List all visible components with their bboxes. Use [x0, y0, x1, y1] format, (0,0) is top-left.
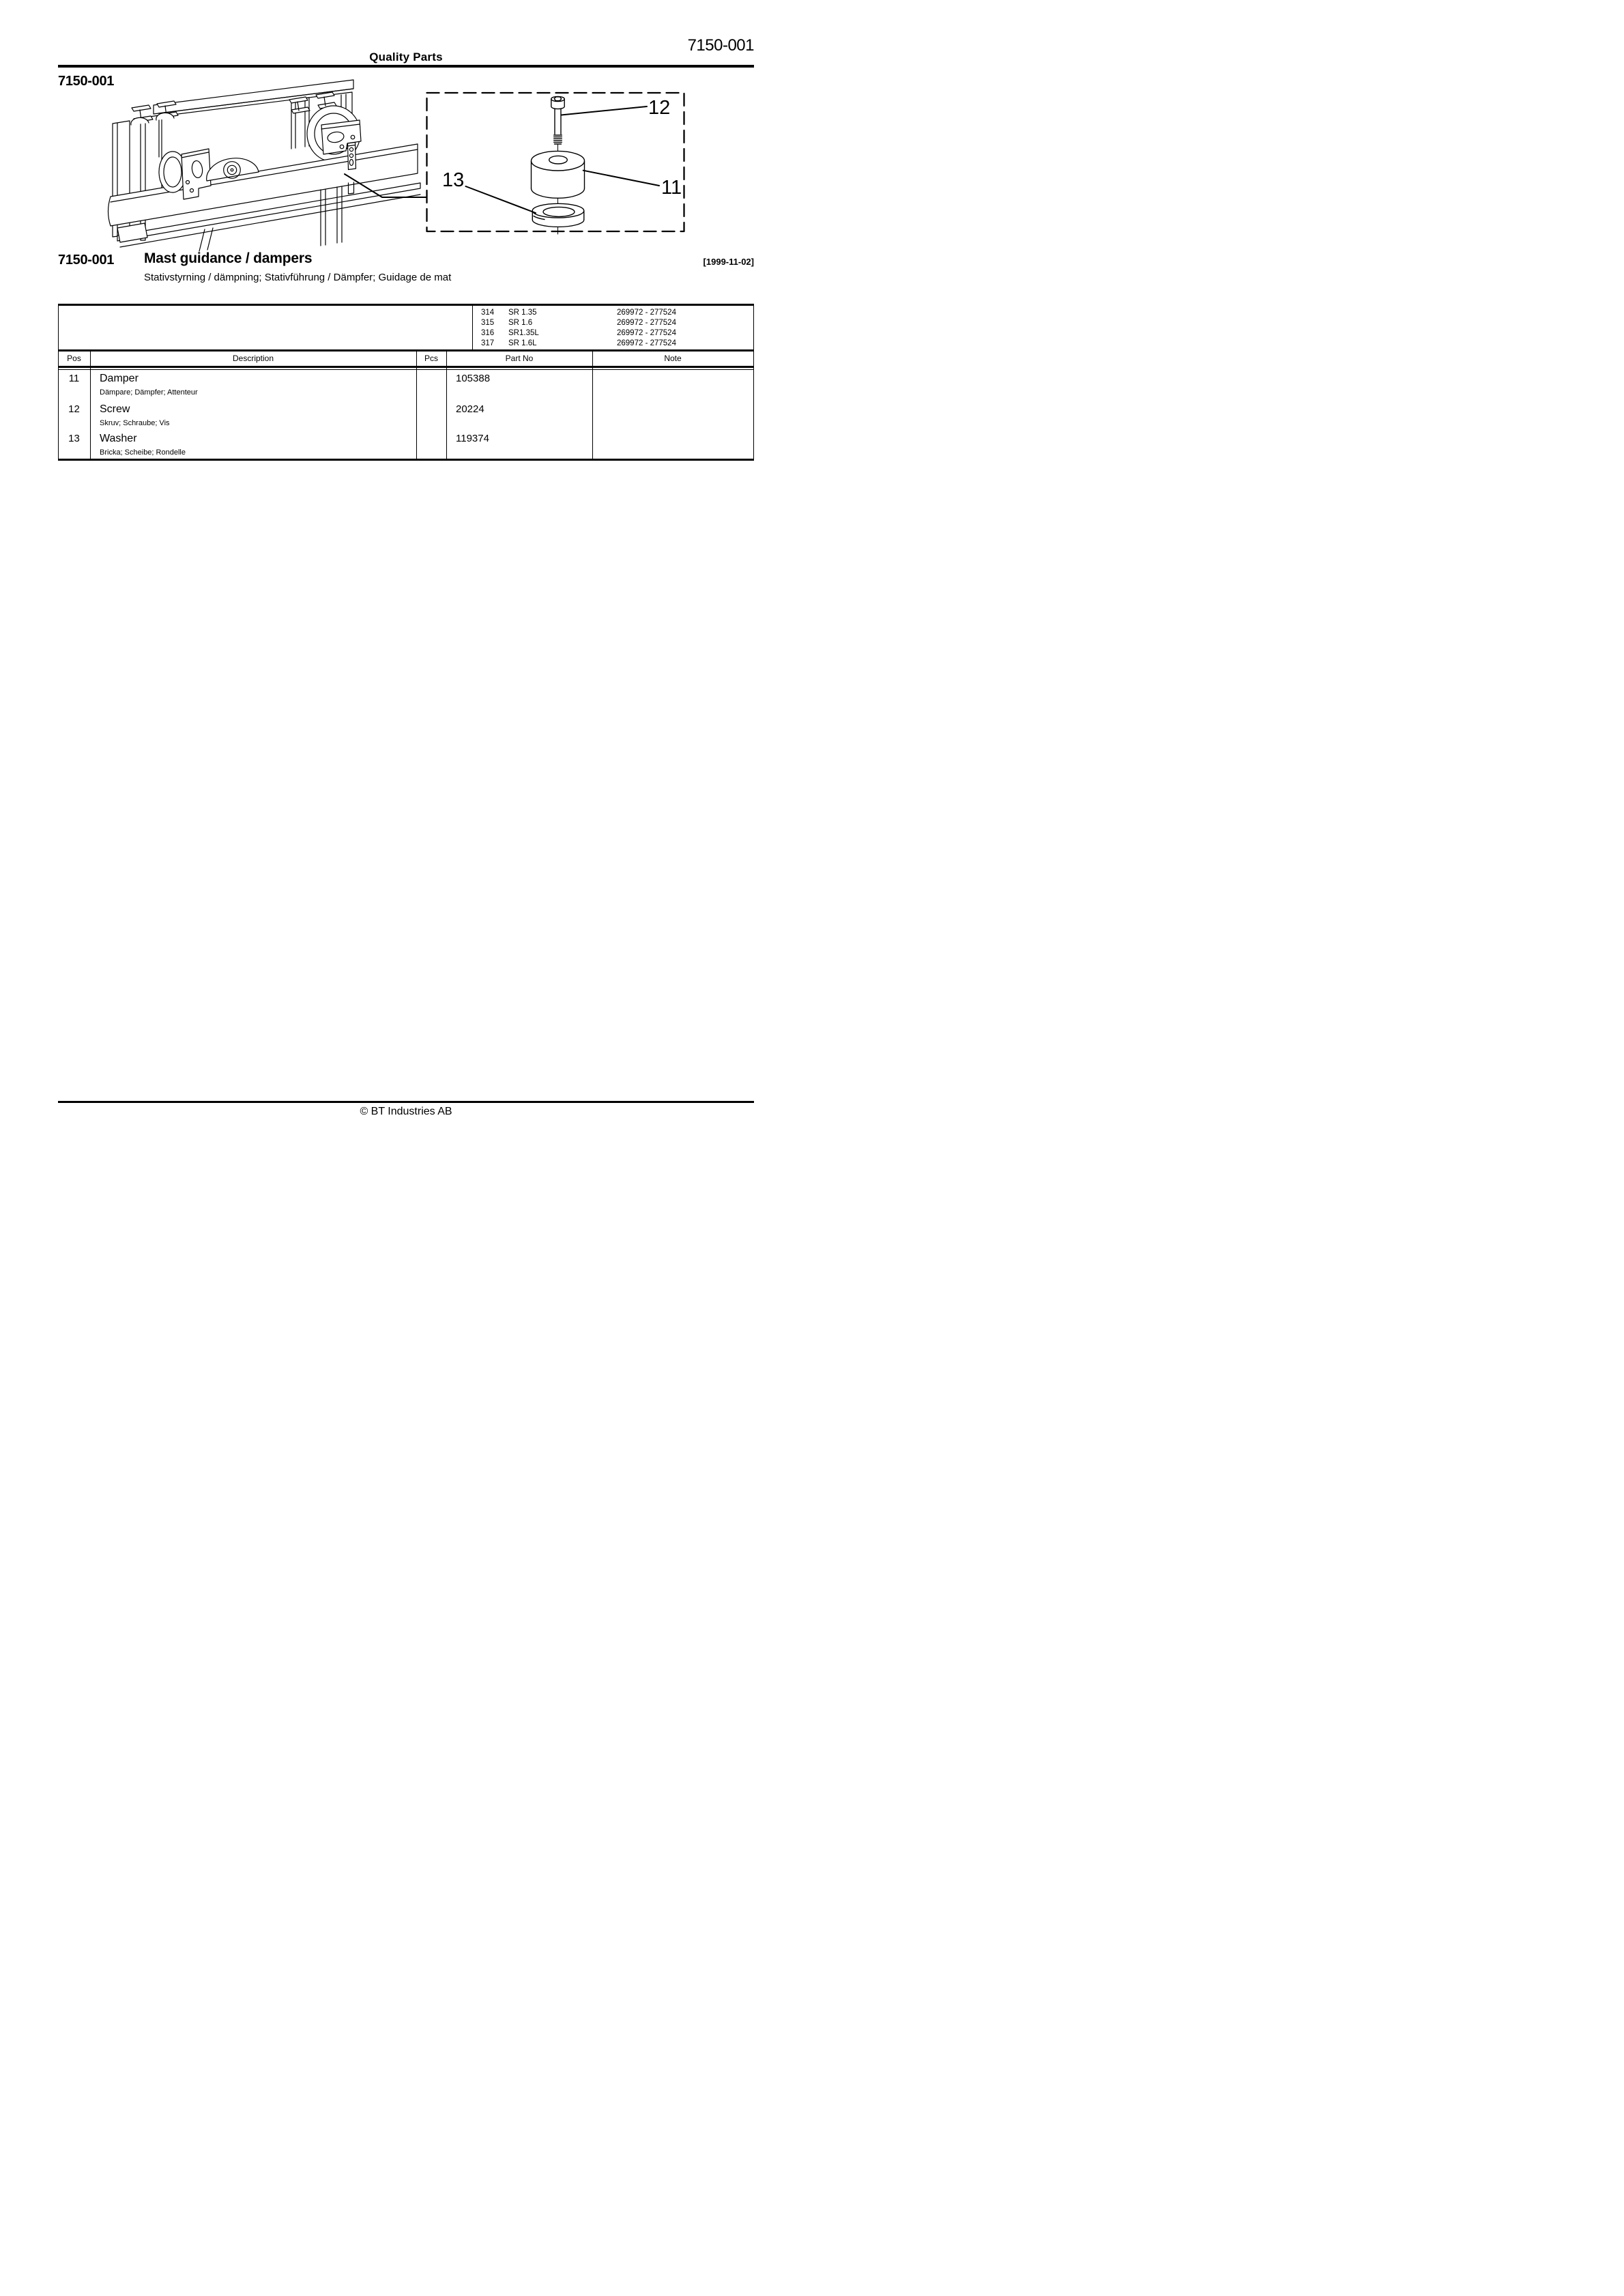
part-row-translations: Bricka; Scheibe; Rondelle	[100, 448, 186, 457]
model-code: 316	[481, 329, 495, 337]
figure-section-number: 7150-001	[58, 74, 115, 89]
title-section-number: 7150-001	[58, 253, 115, 268]
col-header-note: Note	[664, 354, 682, 363]
model-name: SR 1.6	[508, 319, 533, 327]
col-divider-partno	[592, 351, 593, 459]
parts-table	[58, 304, 754, 461]
col-header-part-no: Part No	[505, 354, 534, 363]
page-subtitle: Stativstyrning / dämpning; Stativführung / Dämpfer; Guidage de mat	[144, 272, 452, 283]
figure-drawing	[0, 0, 812, 1148]
col-header-pos: Pos	[67, 354, 81, 363]
model-name: SR1.35L	[508, 329, 539, 337]
catalog-page	[0, 0, 812, 1148]
leader-11	[583, 171, 659, 186]
serial-range: 269972 - 277524	[617, 339, 676, 347]
table-border-bottom	[58, 459, 754, 461]
part-row-name: Screw	[100, 403, 130, 415]
model-code: 315	[481, 319, 495, 327]
detail-parts	[466, 96, 660, 234]
callout-label-washer: 13	[442, 169, 465, 191]
model-code: 314	[481, 308, 495, 317]
part-row-pos: 13	[68, 433, 80, 444]
part-row-pos: 11	[68, 373, 80, 384]
col-divider-desc	[416, 351, 417, 459]
screw-drawing	[551, 96, 564, 144]
part-row-part-no: 20224	[456, 403, 484, 415]
header-row-thick-rule	[58, 366, 754, 368]
serial-range: 269972 - 277524	[617, 329, 676, 337]
leader-12	[562, 106, 648, 115]
col-header-pcs: Pcs	[424, 354, 438, 363]
table-border-right	[753, 306, 754, 459]
part-row-translations: Skruv; Schraube; Vis	[100, 419, 170, 427]
damper-drawing	[532, 151, 585, 198]
callout-label-screw: 12	[648, 97, 671, 119]
header-row-thin-rule	[58, 369, 754, 370]
part-row-pos: 12	[68, 403, 80, 415]
col-divider-pos	[90, 351, 91, 459]
model-code: 317	[481, 339, 495, 347]
part-row-name: Washer	[100, 433, 137, 444]
page-header-title: Quality Parts	[369, 51, 443, 63]
serial-range: 269972 - 277524	[617, 308, 676, 317]
page-title: Mast guidance / dampers	[144, 250, 313, 266]
mast-illustration	[108, 80, 421, 251]
page-doc-number: 7150-001	[687, 36, 754, 55]
model-row	[58, 318, 753, 328]
part-row-part-no: 105388	[456, 373, 491, 384]
part-row-name: Damper	[100, 373, 139, 384]
col-header-description: Description	[232, 354, 274, 363]
model-row	[58, 339, 753, 349]
model-row	[58, 328, 753, 339]
leader-13	[466, 186, 536, 213]
footer-copyright: © BT Industries AB	[360, 1106, 452, 1117]
model-name: SR 1.6L	[508, 339, 537, 347]
serial-range: 269972 - 277524	[617, 319, 676, 327]
model-name: SR 1.35	[508, 308, 537, 317]
washer-drawing	[532, 203, 584, 227]
callout-label-damper: 11	[661, 177, 682, 199]
part-row-part-no: 119374	[456, 433, 489, 444]
model-row	[58, 308, 753, 318]
table-border-top	[58, 304, 754, 306]
part-row-translations: Dämpare; Dämpfer; Attenteur	[100, 388, 198, 397]
footer-rule	[58, 1101, 754, 1103]
revision-date: [1999-11-02]	[703, 257, 754, 267]
col-divider-pcs	[446, 351, 447, 459]
